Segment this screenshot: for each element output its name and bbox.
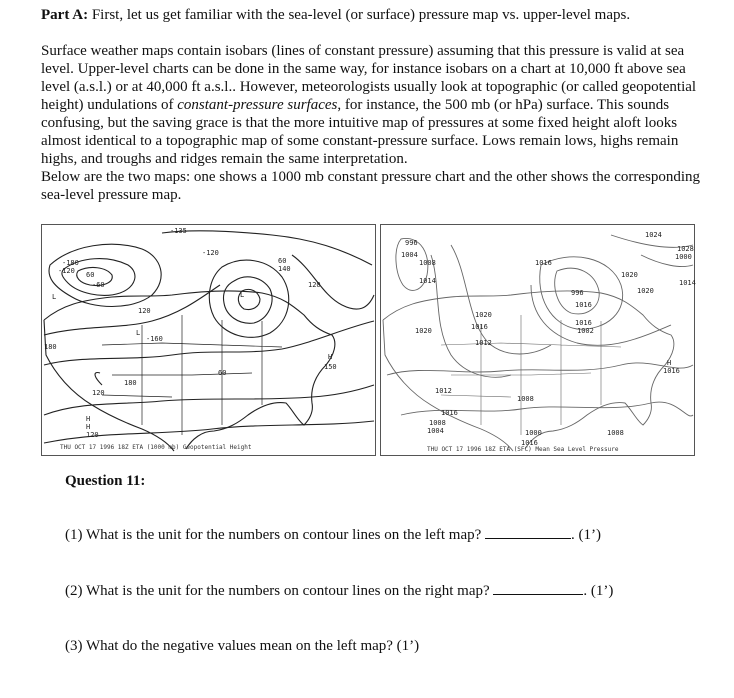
map-label: 1020 xyxy=(621,271,638,279)
right-map xyxy=(380,224,695,456)
paragraph-1-emphasis: constant-pressure surfaces xyxy=(177,97,338,113)
map-label: -60 xyxy=(92,281,105,289)
question-2-text: (2) What is the unit for the numbers on contour lines on the right map? xyxy=(65,583,490,599)
left-map-svg xyxy=(42,225,375,455)
map-label: 1016 xyxy=(575,319,592,327)
map-label: 1020 xyxy=(637,287,654,295)
map-label: 996 xyxy=(571,289,584,297)
map-label: 1004 xyxy=(401,251,418,259)
map-label: 1014 xyxy=(419,277,436,285)
map-label: 1016 xyxy=(575,301,592,309)
part-a-line xyxy=(41,6,711,24)
map-label: 1020 xyxy=(415,327,432,335)
map-label: -160 xyxy=(146,335,163,343)
map-label: 1012 xyxy=(475,339,492,347)
map-label: 1002 xyxy=(577,327,594,335)
map-label: -120 xyxy=(202,249,219,257)
map-label: 1000 xyxy=(675,253,692,261)
map-label: H xyxy=(667,359,672,367)
paragraph-1 xyxy=(41,42,711,168)
part-label: Part A: xyxy=(41,7,89,23)
left-map-caption: THU OCT 17 1996 18Z ETA (1000 mb) Geopotential Height xyxy=(60,444,252,451)
map-label: 140 xyxy=(278,265,291,273)
map-label: 60 xyxy=(278,257,287,265)
answer-blank-2[interactable] xyxy=(493,582,583,595)
question-2-points: . (1’) xyxy=(583,583,614,599)
map-label: 1016 xyxy=(441,409,458,417)
right-map-svg xyxy=(381,225,694,455)
map-label: 180 xyxy=(44,343,57,351)
question-3: (3) What do the negative values mean on the left map? (1’) xyxy=(65,638,420,654)
right-map-caption: THU OCT 17 1996 18Z ETA (SFC) Mean Sea Level Pressure xyxy=(427,446,619,453)
map-label: 1016 xyxy=(535,259,552,267)
map-label: L xyxy=(240,291,245,299)
map-label: 150 xyxy=(324,363,337,371)
map-label: 1008 xyxy=(607,429,624,437)
map-label: 1000 xyxy=(525,429,542,437)
map-label: 1008 xyxy=(429,419,446,427)
map-label: 1008 xyxy=(419,259,436,267)
map-label: 180 xyxy=(124,379,137,387)
intro-text xyxy=(41,6,711,204)
map-label: 120 xyxy=(92,389,105,397)
map-label: 1028 xyxy=(677,245,694,253)
map-label: -180 xyxy=(62,259,79,267)
map-label: H xyxy=(328,353,333,361)
question-1-points: . (1’) xyxy=(571,527,602,543)
map-label: 1020 xyxy=(475,311,492,319)
map-label: -135 xyxy=(170,227,187,235)
map-label: H xyxy=(86,423,91,431)
question-2 xyxy=(65,582,613,600)
map-label: 120 xyxy=(138,307,151,315)
map-label: 1014 xyxy=(679,279,696,287)
question-title: Question 11: xyxy=(65,473,146,489)
map-label: 996 xyxy=(405,239,418,247)
question-1 xyxy=(65,526,601,544)
paragraph-2: Below are the two maps: one shows a 1000 mb constant pressure chart and the other shows the corresponding sea-level pressure map. xyxy=(41,169,701,203)
map-label: -120 xyxy=(58,267,75,275)
answer-blank-1[interactable] xyxy=(485,526,571,539)
map-label: 120 xyxy=(86,431,99,439)
map-label: 1024 xyxy=(645,231,662,239)
map-label: H xyxy=(86,415,91,423)
paragraph-1-end: , for instance, the 500 mb (or hPa) surface. This sounds confusing, but the saving grace is that the more intuitive map of pressures at some fixed height aloft looks almost identical to a topographic map of some constant-pressure surface. Lows remain lows, highs remain highs, and troughs and ridges remain the same interpretation. xyxy=(41,97,679,167)
left-map xyxy=(41,224,376,456)
map-label: 1016 xyxy=(663,367,680,375)
map-label: L xyxy=(52,293,57,301)
paragraph-1-start: Surface weather maps contain isobars (lines of constant pressure) assuming that this pressure is valid at sea level. Upper-level charts can be done in the same way, for instance isobars on a chart at 10,000 ft above sea level (a.s.l.) or at 40,000 ft a.s.l.. However, meteorologists usually look at topographic (or called geopotential height) undulations of xyxy=(41,43,697,113)
map-label: 1012 xyxy=(435,387,452,395)
map-label: 60 xyxy=(218,369,227,377)
question-1-text: (1) What is the unit for the numbers on contour lines on the left map? xyxy=(65,527,482,543)
map-label: 1004 xyxy=(427,427,444,435)
map-label: L xyxy=(136,329,141,337)
map-label: 120 xyxy=(308,281,321,289)
map-label: 1008 xyxy=(517,395,534,403)
map-label: 1016 xyxy=(471,323,488,331)
map-label: 60 xyxy=(86,271,95,279)
part-intro: First, let us get familiar with the sea-level (or surface) pressure map vs. upper-level maps. xyxy=(91,7,631,23)
map-label: 1016 xyxy=(521,439,538,447)
